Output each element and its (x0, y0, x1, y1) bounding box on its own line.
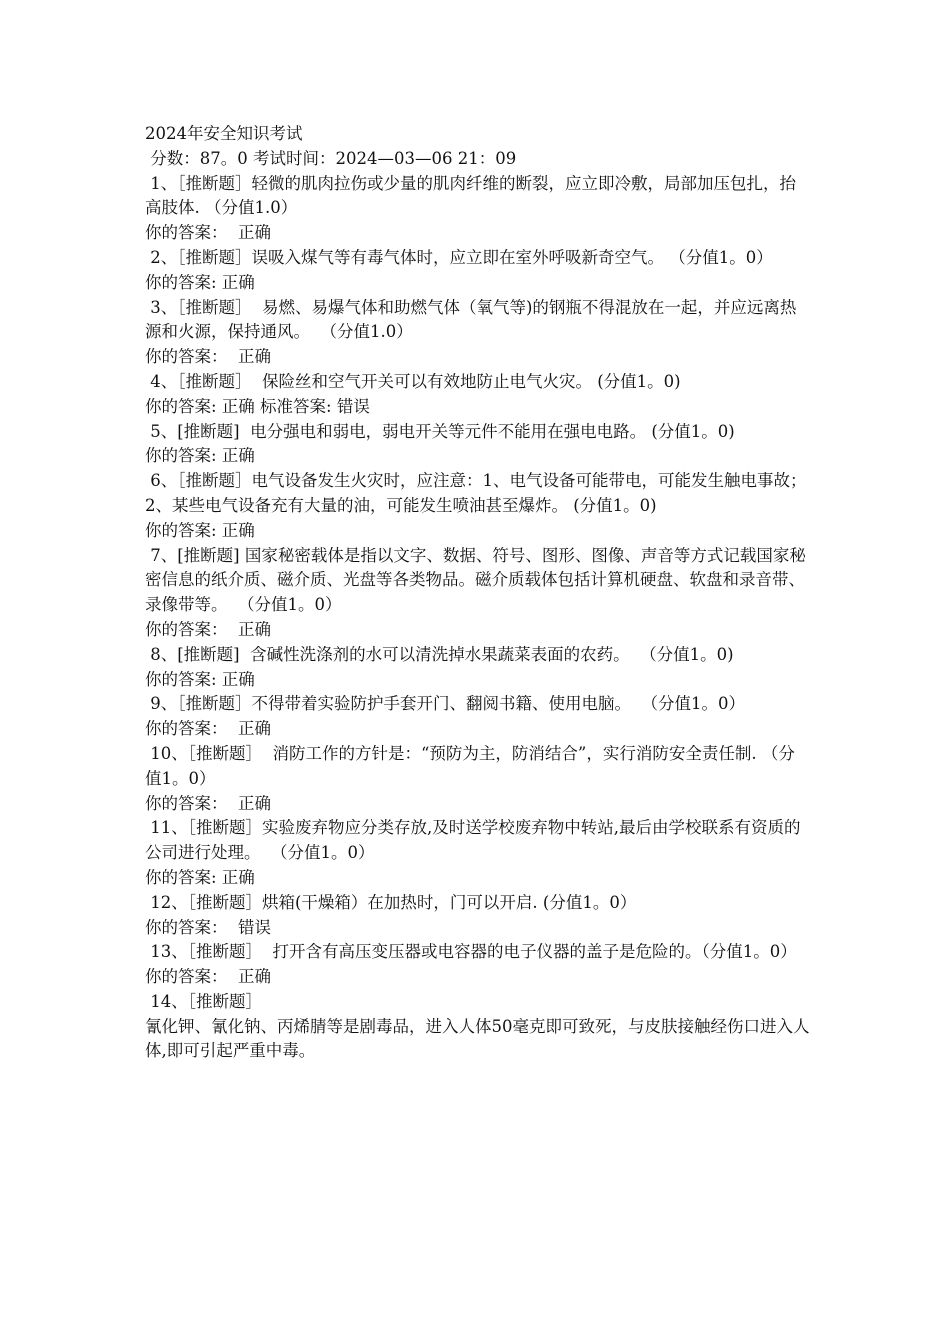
answer-7: 你的答案： 正确 (145, 619, 271, 639)
question-14: 14、［推断题］ (145, 991, 262, 1011)
document-page (145, 122, 810, 1064)
answer-2: 你的答案: 正确 (145, 272, 255, 292)
question-12: 12、［推断题］烘箱(干燥箱）在加热时，门可以开启. (分值1。0） (145, 892, 637, 912)
question-3: 3、［推断题］ 易燃、易爆气体和助燃气体（氧气等)的钢瓶不得混放在一起，并应远离热源和火源，保持通风。 （分值1.0） (145, 297, 797, 342)
question-8: 8、[推断题] 含碱性洗涤剂的水可以清洗掉水果蔬菜表面的农药。 （分值1。0) (145, 644, 734, 664)
question-4: 4、［推断题］ 保险丝和空气开关可以有效地防止电气火灾。 (分值1。0) (145, 371, 681, 391)
answer-5: 你的答案: 正确 (145, 446, 255, 466)
document-title: 2024年安全知识考试 (145, 124, 303, 143)
question-2: 2、［推断题］误吸入煤气等有毒气体时，应立即在室外呼吸新奇空气。 （分值1。0） (145, 247, 773, 267)
question-11: 11、［推断题］实验废弃物应分类存放,及时送学校废弃物中转站,最后由学校联系有资质的公司进行处理。 （分值1。0） (145, 818, 801, 863)
answer-12: 你的答案： 错误 (145, 917, 271, 937)
question-9: 9、［推断题］不得带着实验防护手套开门、翻阅书籍、使用电脑。 （分值1。0） (145, 694, 745, 714)
question-13: 13、［推断题］ 打开含有高压变压器或电容器的电子仪器的盖子是危险的。（分值1。0） (145, 942, 797, 962)
answer-4: 你的答案: 正确 标准答案: 错误 (145, 396, 370, 416)
answer-3: 你的答案： 正确 (145, 347, 271, 367)
answer-1: 你的答案： 正确 (145, 223, 271, 243)
question-6: 6、［推断题］电气设备发生火灾时，应注意：1、电气设备可能带电，可能发生触电事故；2、某些电气设备充有大量的油，可能发生喷油甚至爆炸。 (分值1。0) (145, 471, 807, 515)
answer-11: 你的答案: 正确 (145, 867, 255, 887)
answer-13: 你的答案： 正确 (145, 967, 271, 987)
question-7: 7、[推断题] 国家秘密载体是指以文字、数据、符号、图形、图像、声音等方式记载国家秘密信息的纸介质、磁介质、光盘等各类物品。磁介质载体包括计算机硬盘、软盘和录音带、录像带等。 （分值1。0） (145, 545, 806, 615)
question-5: 5、[推断题] 电分强电和弱电，弱电开关等元件不能用在强电电路。 (分值1。0) (145, 421, 735, 441)
question-14-body: 氰化钾、氰化钠、丙烯腈等是剧毒品，进入人体50毫克即可致死，与皮肤接触经伤口进入人体,即可引起严重中毒。 (145, 1016, 810, 1061)
question-10: 10、［推断题］ 消防工作的方针是：“预防为主，防消结合”，实行消防安全责任制. （分值1。0） (145, 743, 795, 788)
question-1: 1、［推断题］轻微的肌肉拉伤或少量的肌肉纤维的断裂，应立即冷敷，局部加压包扎，抬高肢体. （分值1.0） (145, 173, 796, 218)
answer-9: 你的答案： 正确 (145, 719, 271, 739)
answer-10: 你的答案： 正确 (145, 793, 271, 813)
answer-8: 你的答案: 正确 (145, 669, 255, 689)
answer-6: 你的答案: 正确 (145, 520, 255, 540)
exam-meta: 分数：87。0 考试时间：2024—03—06 21：09 (145, 148, 517, 168)
